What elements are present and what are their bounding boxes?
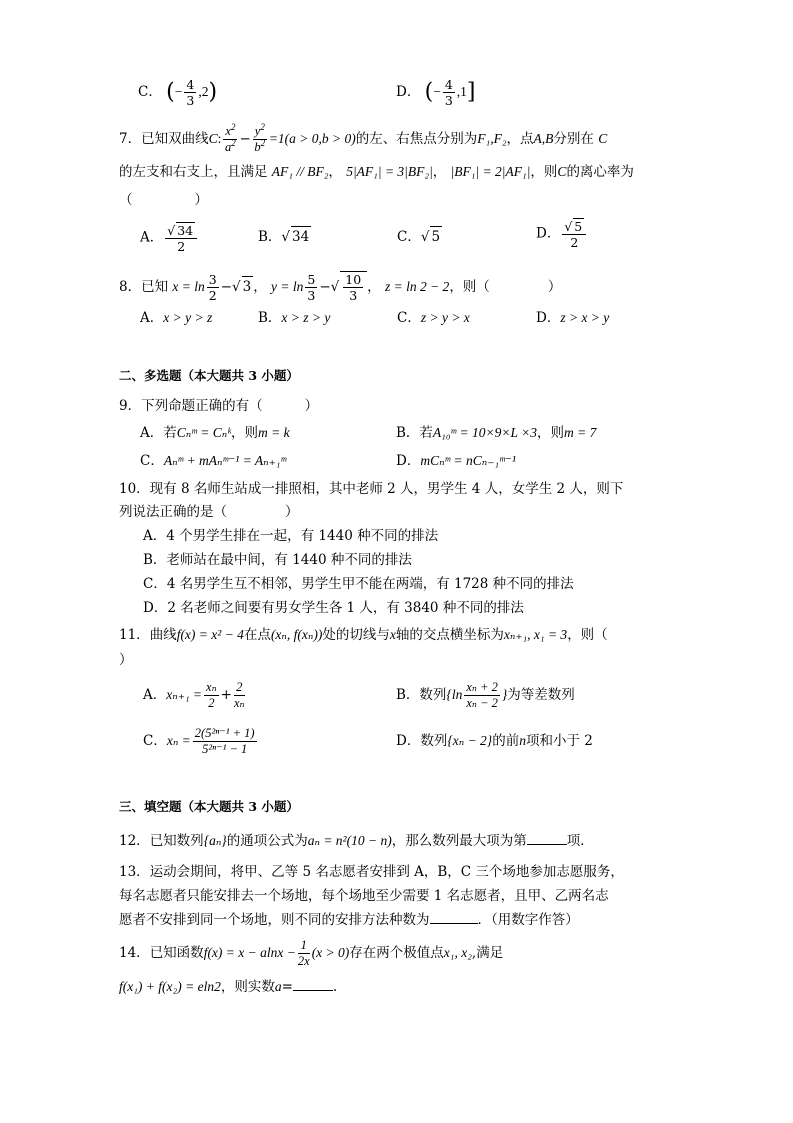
- q7-line2: [119, 162, 634, 182]
- q9-option-a: [140, 423, 290, 443]
- math: x₁, x₂: [443, 945, 472, 960]
- math-var: C: [208, 131, 218, 146]
- paren: (: [166, 79, 175, 105]
- math: f(x) = x − alnx −: [203, 945, 296, 960]
- fraction: [204, 680, 219, 711]
- math: m = k: [258, 425, 290, 440]
- minus: −: [319, 279, 331, 295]
- math: f(x) = x² − 4: [176, 627, 244, 642]
- q8-option-d: [536, 308, 609, 328]
- q7-option-b: B．√ 34: [258, 226, 311, 247]
- text: ,满足: [471, 945, 504, 961]
- fraction: $\frac{√ 34}{2}$: [165, 222, 197, 254]
- denominator: 3: [349, 288, 358, 303]
- text: ，则（: [567, 627, 608, 643]
- text: ，则: [530, 164, 558, 180]
- text: 存在两个极值点: [349, 945, 444, 961]
- radicand: 3: [242, 276, 254, 297]
- answer-blank[interactable]: [430, 910, 478, 924]
- q8-line1: 8．已知 x = ln $\frac{3}{2}$ −√ 3 ， y = ln $\frac{5}{3}$ −√ $\frac{10}{3}$ ， z = ln 2 − 2，则（ ）: [119, 272, 562, 303]
- value: ,2: [198, 84, 209, 99]
- math: }: [501, 687, 508, 702]
- text: 的左、右焦点分别为: [355, 131, 478, 147]
- text: 已知: [141, 279, 169, 295]
- denominator: 2: [208, 696, 215, 710]
- math-var: x: [389, 627, 396, 642]
- text: ，: [432, 164, 447, 180]
- q10-line2: [119, 502, 299, 522]
- option-label: B．: [258, 229, 282, 245]
- math: Aₙᵐ + mAₙᵐ⁻¹ = Aₙ₊₁ᵐ: [163, 453, 287, 468]
- radicand: 5: [430, 226, 442, 247]
- radicand: 5: [574, 219, 583, 234]
- numerator: xₙ + 2: [466, 680, 498, 694]
- text: 为等差数列: [507, 687, 575, 703]
- text: 列说法正确的是（: [119, 504, 227, 520]
- radicand: 34: [177, 223, 194, 238]
- fraction: $\frac{x^2}{a^2}$: [225, 121, 236, 154]
- text: ）: [304, 398, 319, 414]
- math: {xₙ − 2}: [447, 733, 493, 748]
- value: ,1: [456, 84, 467, 99]
- option-label: A．: [143, 687, 167, 703]
- math: Cₙᵐ = Cₙᵏ: [176, 425, 231, 440]
- numerator: 2(5²ⁿ⁻¹ + 1): [194, 726, 255, 740]
- question-number: 14．: [119, 945, 150, 961]
- math: (x > 0): [311, 945, 350, 960]
- denominator: 3: [444, 93, 453, 108]
- q6-option-d: [396, 77, 476, 108]
- q11-option-d: [396, 731, 593, 751]
- option-label: D．: [536, 225, 561, 242]
- q11-option-b: [396, 680, 575, 711]
- text: ）: [285, 504, 299, 520]
- text: =: [281, 979, 293, 995]
- numerator: 3: [208, 272, 217, 287]
- option-label: B．若: [396, 425, 433, 441]
- q13-line1: 13．运动会期间，将甲、乙等 5 名志愿者安排到 A，B，C 三个场地参加志愿服务，: [119, 864, 624, 880]
- option-label: C．: [138, 84, 162, 100]
- answer-blank[interactable]: [527, 831, 567, 845]
- option-label: D．: [536, 310, 561, 326]
- text: ．（用数字作答）: [477, 912, 579, 928]
- math: 5|AF₁| = 3|BF₂|: [346, 164, 433, 179]
- text: 项和小于 2: [525, 733, 593, 749]
- q14-line2: [119, 977, 337, 997]
- text: 项．: [566, 833, 594, 849]
- var: y: [254, 124, 261, 138]
- numerator: 5: [307, 272, 316, 287]
- q10-option-a: A．4 个男学生排在一起，有 1440 种不同的排法: [143, 528, 439, 544]
- section-heading-fill-blank: 三、填空题（本大题共 3 小题）: [119, 799, 299, 814]
- fraction: [184, 77, 196, 108]
- section-heading-multi-choice: 二、多选题（本大题共 3 小题）: [119, 368, 299, 383]
- fraction: [305, 272, 317, 303]
- text: ）: [547, 279, 562, 295]
- math-var: n: [519, 733, 526, 748]
- math-var: a: [274, 979, 282, 994]
- minus: −: [174, 84, 183, 99]
- fraction: [193, 726, 257, 757]
- q14-line1: [119, 938, 503, 969]
- q7-option-d: [536, 218, 588, 250]
- numerator: 4: [444, 77, 453, 92]
- math-var: C: [598, 131, 608, 146]
- var: x: [225, 124, 231, 138]
- text: 的通项公式为: [226, 833, 308, 849]
- math: z > y > x: [420, 310, 470, 325]
- q10-option-b: B．老师站在最中间，有 1440 种不同的排法: [143, 552, 412, 568]
- math: AF₁ // BF₂: [271, 164, 329, 179]
- text: 处的切线与: [322, 627, 390, 643]
- math: x = ln: [172, 279, 205, 294]
- math: F₁,F₂: [477, 131, 507, 146]
- paren: (: [424, 79, 434, 105]
- q7-line1: 7．已知双曲线C: $\frac{x^2}{a^2}$ − $\frac{y^2}{b^2}$ =1(a > 0,b > 0)的左、右焦点分别为F₁,F₂，点A,B分别在 C: [119, 121, 608, 154]
- paren: （: [119, 192, 133, 208]
- numerator: 10: [345, 272, 362, 287]
- math: xₙ =: [166, 733, 191, 748]
- q7-option-a: [140, 222, 199, 254]
- math: (xₙ, f(xₙ)): [270, 627, 323, 642]
- minus: −: [220, 279, 233, 295]
- paren: ): [208, 79, 218, 105]
- denominator: xₙ − 2: [466, 696, 498, 710]
- denominator: 2: [177, 239, 186, 254]
- minus: −: [433, 84, 441, 99]
- math: |BF₁| = 2|AF₁|: [450, 164, 531, 179]
- answer-blank[interactable]: [293, 977, 333, 991]
- q7-line3: [119, 190, 208, 210]
- math: aₙ = n²(10 − n): [307, 833, 392, 848]
- question-number: 7．: [119, 131, 142, 147]
- denominator: 2: [208, 288, 217, 303]
- q13-line2: 每名志愿者只能安排去一个场地，每个场地至少需要 1 名志愿者，且甲、乙两名志: [119, 888, 609, 904]
- math: z > x > y: [560, 310, 610, 325]
- math: x > y > z: [163, 310, 213, 325]
- math: m = 7: [564, 425, 597, 440]
- text: ，则（: [449, 279, 490, 295]
- paren: ]: [466, 79, 476, 105]
- math: A₁₀ᵐ = 10×9×L ×3: [432, 425, 538, 440]
- q11-option-a: [143, 680, 247, 711]
- option-label: D．: [396, 84, 421, 100]
- math: A,B: [533, 131, 554, 146]
- question-number: 12．: [119, 833, 150, 849]
- fraction: [343, 272, 363, 303]
- math: {aₙ}: [203, 833, 227, 848]
- math: :: [217, 131, 222, 146]
- text: 分别在: [553, 131, 594, 147]
- text: 已知双曲线: [141, 131, 209, 147]
- denominator: xₙ: [233, 696, 245, 710]
- text: 在点: [243, 627, 271, 643]
- q9-stem: [119, 396, 318, 416]
- option-label: B．: [258, 310, 282, 326]
- fraction: [443, 77, 455, 108]
- numerator: 2: [234, 680, 245, 696]
- q9-option-b: [396, 423, 596, 443]
- text: ，则: [537, 425, 565, 441]
- question-number: 8．: [119, 279, 142, 295]
- denominator: 3: [186, 93, 195, 108]
- math: xₙ₊₁ =: [166, 687, 203, 702]
- q13-line3: [119, 910, 579, 930]
- q11-line2: ）: [119, 652, 133, 668]
- q12-line: [119, 831, 594, 851]
- var: b: [254, 140, 261, 154]
- fraction: $\frac{√ 5}{2}$: [562, 218, 586, 250]
- q8-option-b: [258, 308, 330, 328]
- q8-option-a: [140, 308, 212, 328]
- text: 的前: [492, 733, 520, 749]
- text: ，则: [231, 425, 258, 441]
- numerator: xₙ: [206, 680, 217, 694]
- math: x > z > y: [281, 310, 331, 325]
- math-var: C: [557, 164, 567, 179]
- math: f(x₁) + f(x₂) = eln2: [119, 979, 221, 994]
- option-label: C．: [140, 453, 164, 469]
- text: 下列命题正确的有（: [141, 398, 263, 414]
- fraction: [234, 680, 245, 711]
- option-label: A．: [140, 310, 164, 326]
- text: ，则实数: [220, 979, 275, 995]
- question-number: 9．: [119, 398, 142, 414]
- math: {ln: [446, 687, 463, 702]
- q6-option-c: [138, 77, 217, 108]
- q11-option-c: [143, 726, 259, 757]
- option-label: A．若: [140, 425, 177, 441]
- condition: =1(a > 0,b > 0): [268, 131, 356, 146]
- text: .: [332, 979, 338, 995]
- question-number: 11．: [119, 627, 150, 643]
- q9-option-d: [396, 451, 516, 471]
- text: ，那么数列最大项为第: [391, 833, 527, 849]
- math: xₙ₊₁, x₁ = 3: [503, 627, 568, 642]
- q8-option-c: [397, 308, 470, 328]
- text: ，: [253, 279, 267, 295]
- text: 轴的交点横坐标为: [395, 627, 504, 643]
- text: 愿者不安排到同一个场地，则不同的安排方法种数为: [119, 912, 430, 928]
- math: mCₙᵐ = nCₙ₋₁ᵐ⁻¹: [420, 453, 516, 468]
- q10-line1: 10．现有 8 名师生站成一排照相，其中老师 2 人，男学生 4 人，女学生 2 人，则下: [119, 481, 624, 497]
- math: z = ln 2 − 2: [384, 279, 450, 294]
- option-label: B．数列: [396, 687, 447, 703]
- denominator: 2: [570, 235, 579, 250]
- text: ，: [328, 164, 342, 180]
- q9-option-c: [140, 451, 286, 471]
- denominator: 2x: [297, 954, 310, 968]
- q7-option-c: C．√ 5: [397, 226, 442, 247]
- option-label: C．: [143, 733, 167, 749]
- fraction: [298, 938, 310, 969]
- plus: +: [220, 687, 232, 703]
- text: ，: [367, 279, 381, 295]
- radicand: 34: [291, 226, 311, 247]
- fraction: $\frac{y^2}{b^2}$: [254, 121, 266, 154]
- text: 已知数列: [149, 833, 204, 849]
- paren: ）: [194, 192, 208, 208]
- text: 的左支和右支上，且满足: [119, 164, 268, 180]
- option-label: D．数列: [396, 733, 448, 749]
- text: 已知函数: [149, 945, 204, 961]
- text: 曲线: [149, 627, 177, 643]
- q11-line1: [119, 625, 608, 645]
- fraction: [207, 272, 219, 303]
- var: a: [225, 140, 232, 154]
- fraction: [464, 680, 500, 711]
- numerator: 4: [186, 77, 195, 92]
- option-label: A．: [140, 229, 164, 246]
- q10-option-d: D．2 名老师之间要有男女学生各 1 人，有 3840 种不同的排法: [143, 600, 524, 616]
- denominator: 3: [307, 288, 316, 303]
- numerator: 1: [298, 938, 310, 954]
- math: y = ln: [271, 279, 304, 294]
- denominator: 5²ⁿ⁻¹ − 1: [202, 742, 248, 756]
- option-label: C．: [397, 229, 421, 245]
- text: ，点: [506, 131, 534, 147]
- text: 的离心率为: [566, 164, 634, 180]
- option-label: D．: [396, 453, 421, 469]
- q10-option-c: C．4 名男学生互不相邻，男学生甲不能在两端，有 1728 种不同的排法: [143, 576, 574, 592]
- option-label: C．: [397, 310, 421, 326]
